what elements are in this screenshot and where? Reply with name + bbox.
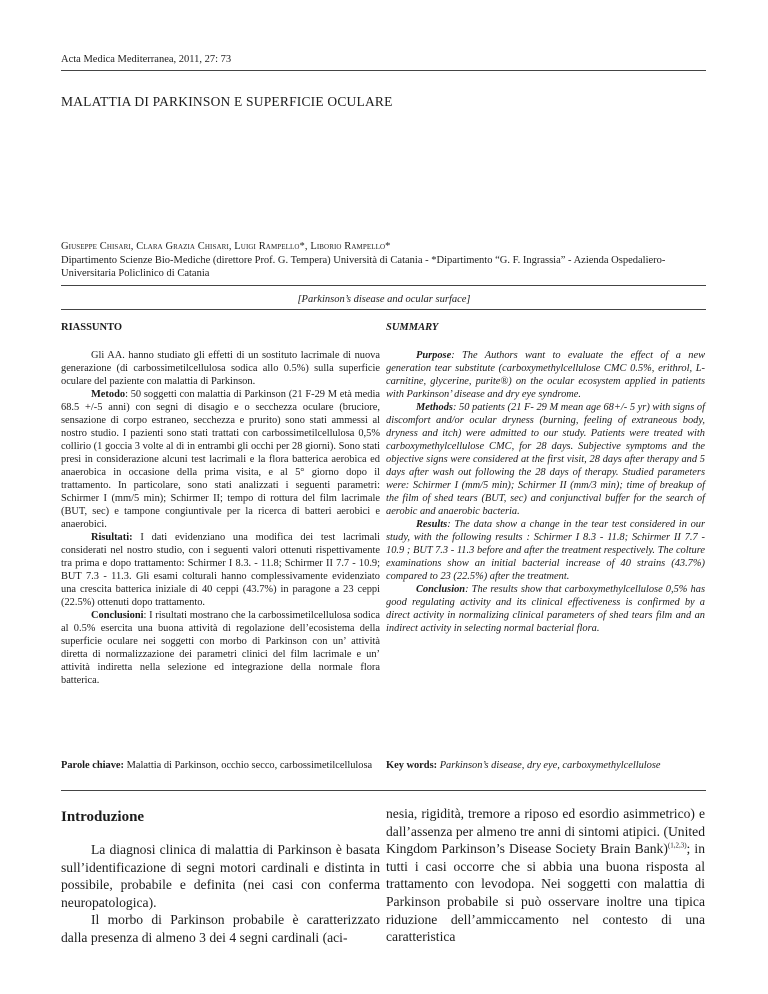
conclusion-text: : The results show that carboxymethylcellulose 0,5% has good regulating activity and its clinical effectiveness is confirmed by a direct activity in normalizing clinical parameters of shed tears film and an indirect activity in selecting normal bacterial flora.: [386, 584, 705, 634]
results-text: : The data show a change in the tear test considered in our study, with the following results : Schirmer I 8.3 - 11.8; Schirmer II 7.7 - 10.9 ; BUT 7.3 - 11.3 before and after the treatment respectively. The colture examinations show an initial bacterial increase of 40 strains (43.7%) compared to 23 (22.5%) after the treatment.: [386, 519, 705, 582]
conclusioni-text: : I risultati mostrano che la carbossimetilcellulosa sodica al 0.5% esercita una buona attività di regolazione dell’ecosistema della superficie oculare nei soggetti con morbo di Parkinson con un’ attività diretta di normalizzazione dei parametri clinici del film lacrimale e un’ attività indiretta nella selezione ed integrazione della normale flora batterica.: [61, 610, 380, 686]
riassunto-heading: RIASSUNTO: [61, 322, 123, 333]
results-label: Results: [416, 519, 448, 530]
risultati-text: I dati evidenziano una modifica dei test lacrimali considerati nel nostro studio, con i seguenti valori ottenuti rispettivamente tra prima e dopo trattamento: Schirmer I 8.3. - 11.8; Schirmer II 7.7 - 10.9; BUT 7.3 - 11.3. Gli esami colturali hanno complessivamente evidenziato una crescita batterica iniziale di 40 ceppi (43.7%) in paragone a 23 ceppi (22.5%) ottenuti dopo trattamento.: [61, 532, 380, 608]
riassunto-body: [61, 349, 380, 687]
riassunto-conclusioni: [61, 609, 380, 687]
abstract-top-rule: [61, 309, 706, 310]
english-title: [Parkinson’s disease and ocular surface]: [297, 294, 471, 305]
intro-p3-b: ; in tutti i casi occorre che si abbia una buona risposta al trattamento con levodopa. Nei soggetti con malattia di Parkinson probabile si può osservare inoltre una tipica riduzione dell’ammiccamento nel contesto di una caratteristica: [386, 841, 705, 945]
intro-right-column: [386, 805, 705, 946]
keywords-it-text: Malattia di Parkinson, occhio secco, carbossimetilcellulosa: [124, 760, 373, 771]
citation-ref: (1,2,3): [667, 841, 687, 850]
summary-purpose: [386, 349, 705, 401]
keywords-it: [61, 759, 380, 772]
keywords-en-label: Key words:: [386, 760, 438, 771]
intro-left-column: [61, 841, 380, 947]
riassunto-risultati: [61, 531, 380, 609]
abstract-bottom-rule: [61, 790, 706, 791]
methods-label: Methods: [416, 402, 453, 413]
article-title: MALATTIA DI PARKINSON E SUPERFICIE OCULARE: [61, 94, 393, 109]
introduzione-heading: Introduzione: [61, 809, 145, 825]
methods-text: : 50 patients (21 F- 29 M mean age 68+/- 5 yr) with signs of discomfort and/or ocular dryness (burning, feeling of extraneous body, dryness and itch) were admitted to our study. Patients were treated with carboxymethylcellulose CMC, for 28 days. Subjective symptoms and the objective signs were considered at the first visit, 28 days after therapy and 5 days after wash out following the 28 days of therapy. Studied parameters were: Schirmer I (mm/5 min); Schirmer II (mm/3 min); time of breakup of the film of shed tears (BUT, sec) and conjunctival buffer for the search of aerobic and anaerobic bacteria.: [386, 402, 705, 517]
intro-p3-a: nesia, rigidità, tremore a riposo ed esordio asimmetrico) e dall’assenza per almeno tre anni di sintomi atipici. (United Kingdom Parkinson’s Disease Society Brain Bank): [386, 806, 705, 857]
metodo-label: Metodo: [91, 389, 126, 400]
header-rule: [61, 70, 706, 71]
affiliation: Dipartimento Scienze Bio-Mediche (direttore Prof. G. Tempera) Università di Catania - *Dipartimento “G. F. Ingrassia” - Azienda Ospedaliero-Universitaria Policlinico di Catania: [61, 255, 666, 279]
intro-paragraph-3: [386, 805, 705, 946]
affiliation-rule: [61, 285, 706, 286]
riassunto-metodo: [61, 388, 380, 531]
summary-conclusion: [386, 583, 705, 635]
summary-results: [386, 518, 705, 583]
metodo-text: : 50 soggetti con malattia di Parkinson (21 F-29 M età media 68.5 +/-5 anni) con segni di disagio e o secchezza oculare (bruciore, sensazione di corpo estraneo, secchezza e prurito) sono stati ammessi al nostro studio. I pazienti sono stati trattati con carbossimetilcellulosa 0,5% collirio (1 goccia 3 volte al dì in entrambi gli occhi per 28 giorni). Sono stati presi in considerazione alcuni test lacrimali e la flora batterica aerobica ed anaerobica in occasione della prima visita, e al 5° giorno dopo il trattamento. In particolare, sono stati analizzati i seguenti parametri: Schirmer I (mm/5 min); Schirmer II; tempo di rottura del film lacrimale (BUT, sec) e tampone congiuntivale per la ricerca di batteri aerobici e anaerobici.: [61, 389, 380, 530]
summary-methods: [386, 401, 705, 518]
conclusioni-label: Conclusioni: [91, 610, 144, 621]
intro-paragraph-2: Il morbo di Parkinson probabile è caratterizzato dalla presenza di almeno 3 dei 4 segni cardinali (aci-: [61, 912, 380, 945]
summary-heading: SUMMARY: [386, 322, 439, 333]
purpose-text: : The Authors want to evaluate the effect of a new generation tear substitute (carboxymethylcellulose CMC 0.5%, erithrol, L-carnitine, glycerine, purite®) on the ocular ecosystem applied in patients with Parkinson’ disease and dry eye syndrome.: [386, 350, 705, 400]
authors: Giuseppe Chisari, Clara Grazia Chisari, Luigi Rampello*, Liborio Rampello*: [61, 241, 391, 252]
summary-body: [386, 349, 705, 635]
intro-paragraph-1: La diagnosi clinica di malattia di Parkinson è basata sull’identificazione di segni motori cardinali e distinta in possibile, probabile e definita (nei casi con conferma neuropatologica).: [61, 842, 380, 910]
conclusion-label: Conclusion: [416, 584, 466, 595]
keywords-it-label: Parole chiave:: [61, 760, 124, 771]
journal-citation: Acta Medica Mediterranea, 2011, 27: 73: [61, 54, 232, 65]
keywords-en: [386, 759, 705, 772]
purpose-label: Purpose: [416, 350, 452, 361]
riassunto-intro: Gli AA. hanno studiato gli effetti di un sostituto lacrimale di nuova generazione (di carbossimetilcellulosa sodica allo 0.5%) sulla superficie oculare del paziente con malattia di Parkinson.: [61, 350, 380, 387]
keywords-en-text: Parkinson’s disease, dry eye, carboxymethylcellulose: [437, 760, 661, 771]
risultati-label: Risultati:: [91, 532, 133, 543]
